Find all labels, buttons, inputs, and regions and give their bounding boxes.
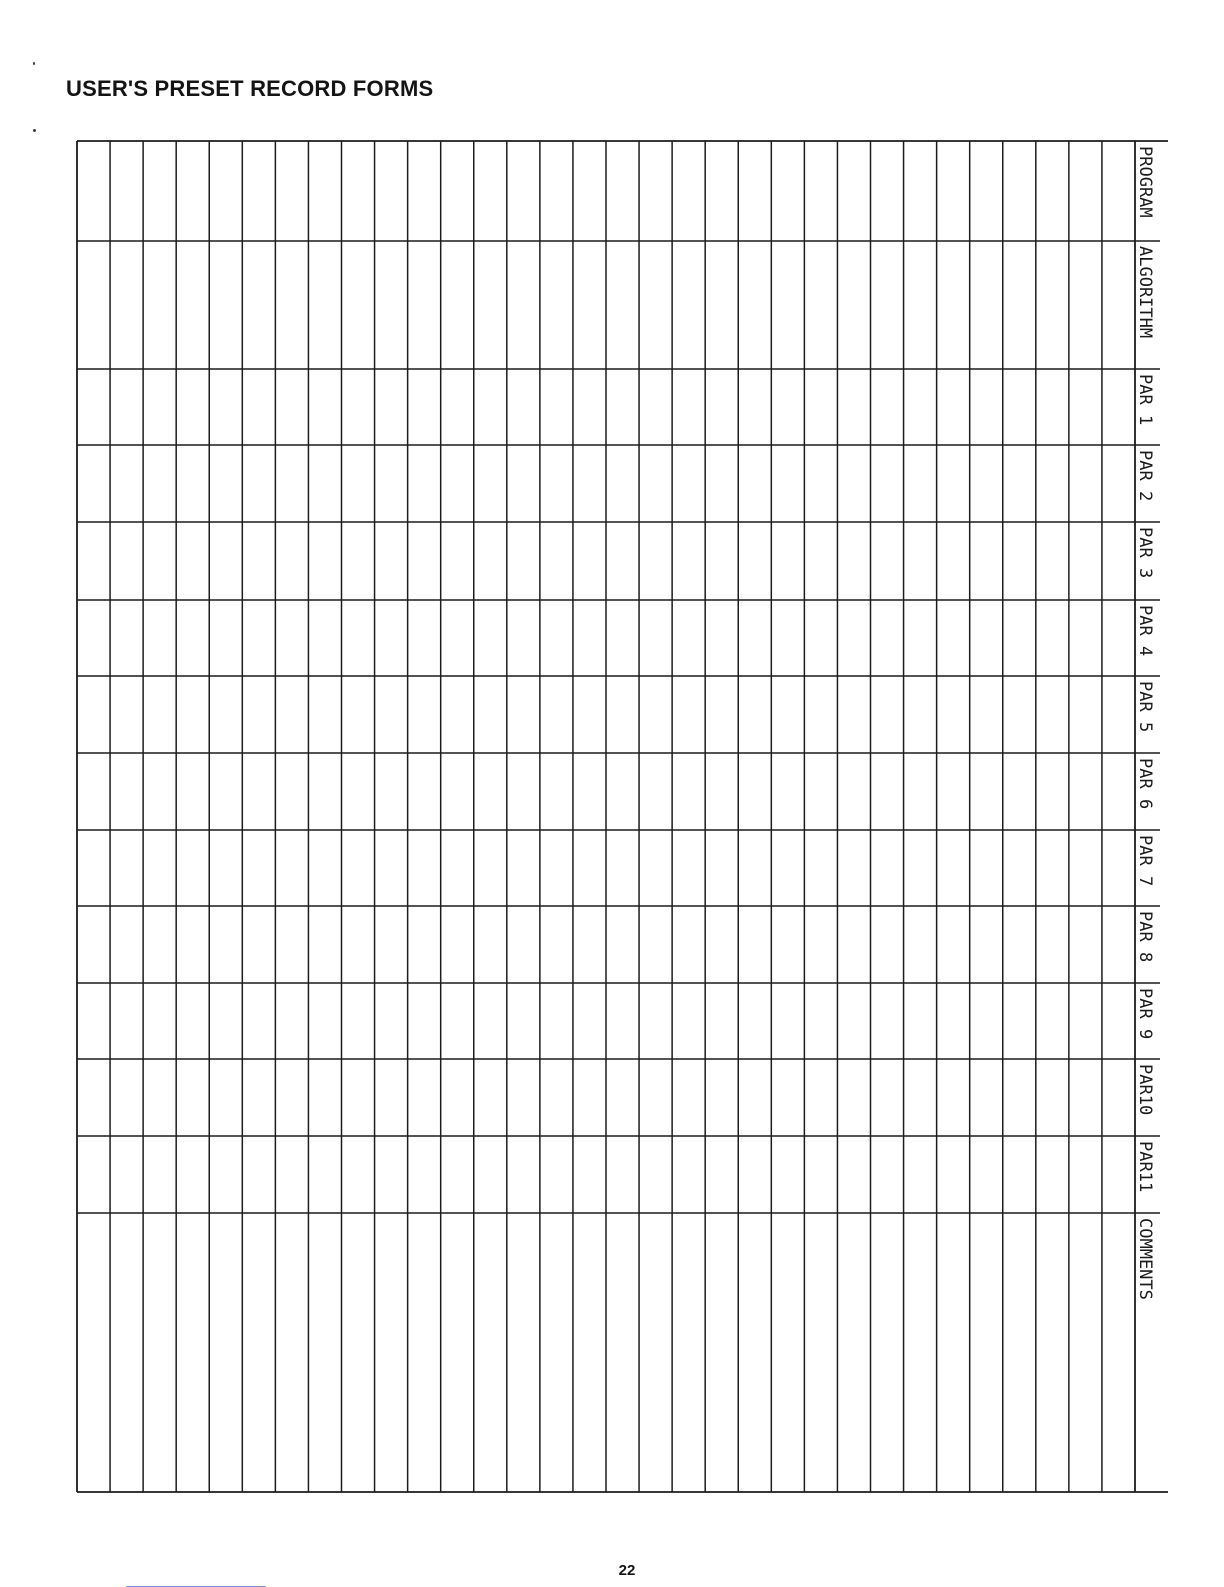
row-label: PAR 8 [1135,911,1155,963]
grid-lines [77,141,1168,1492]
row-label: PAR10 [1135,1064,1155,1116]
row-label: PAR 7 [1135,835,1155,887]
row-label: PAR 4 [1135,605,1155,657]
row-label: PAR 1 [1135,374,1155,426]
row-label: ALGORITHM [1135,246,1155,339]
row-label: COMMENTS [1135,1218,1155,1300]
page-number: 22 [618,1562,636,1579]
page-title: USER'S PRESET RECORD FORMS [66,76,434,101]
row-label: PAR 2 [1135,450,1155,502]
row-labels [1135,146,1155,1300]
row-label: PAR 5 [1135,681,1155,733]
row-label: PAR11 [1135,1141,1155,1193]
row-label: PROGRAM [1135,146,1155,218]
row-label: PAR 6 [1135,758,1155,810]
row-label: PAR 9 [1135,988,1155,1040]
row-label: PAR 3 [1135,527,1155,579]
